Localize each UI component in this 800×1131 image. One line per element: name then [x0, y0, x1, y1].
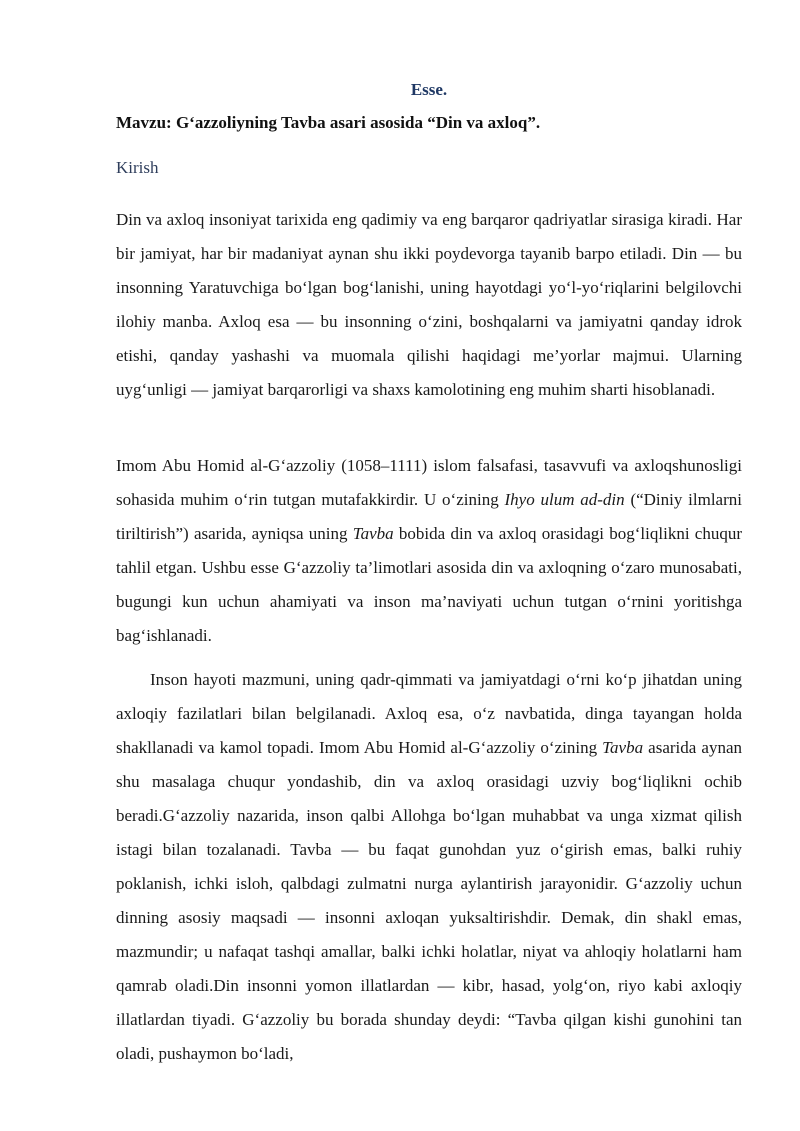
p2-text-c: (“Diniy ilmlarni tiriltirish”) asarida, ayniqsa uning — [116, 490, 742, 543]
paragraph-intro-2 — [116, 449, 742, 653]
p3-text-a: Inson hayoti mazmuni, uning qadr-qimmati va jamiyatdagi o‘rni ko‘p jihatdan uning axloqiy fazilatlari bilan belgilanadi. Axloq esa, o‘z navbatida, dinga tayangan holda shakllanadi va kamol topadi. Imom Abu Homid al-G‘azzoliy o‘zining — [116, 670, 742, 757]
paragraph-body-1 — [116, 663, 742, 1071]
book-title-ihyo: Ihyo ulum ad-din — [504, 490, 625, 509]
p2-text-a: Imom Abu Homid al-G‘azzoliy (1058–1111) islom falsafasi, tasavvufi va axloqshunosligi sohasida muhim o‘rin tutgan mutafakkirdir. U o‘zining — [116, 456, 742, 509]
p2-text-e: bobida din va axloq orasidagi bog‘liqlikni chuqur tahlil etgan. Ushbu esse G‘azzoliy ta’limotlari asosida din va axloqning o‘zaro munosabati, bugungi kun uchun ahamiyati va inson ma’naviyati uchun tutgan o‘rnini yoritishga bag‘ishlanadi. — [116, 524, 743, 645]
paragraph-intro-1: Din va axloq insoniyat tarixida eng qadimiy va eng barqaror qadriyatlar sirasiga kiradi. Har bir jamiyat, har bir madaniyat aynan shu ikki poydevorga tayanib barpo etiladi. Din — bu insonning Yaratuvchiga bo‘lgan bog‘lanishi, uning hayotdagi yo‘l-yo‘riqlarini belgilovchi ilohiy manba. Axloq esa — bu insonning o‘zini, boshqalarni va jamiyatni qanday idrok etishi, qanday yashashi va muomala qilishi haqidagi me’yorlar majmui. Ularning uyg‘unligi — jamiyat barqarorligi va shaxs kamolotining eng muhim sharti hisoblanadi. — [116, 210, 742, 399]
work-title-tavba: Tavba — [602, 738, 644, 757]
document-title: Esse. — [410, 80, 448, 99]
document-subject: Mavzu: G‘azzoliyning Tavba asari asosida “Din va axloq”. — [116, 113, 541, 132]
section-heading: Kirish — [116, 158, 159, 177]
p3-text-c: asarida aynan shu masalaga chuqur yondashib, din va axloq orasidagi uzviy bog‘liqlikni ochib beradi.G‘azzoliy nazarida, inson qalbi Allohga bo‘lgan muhabbat va unga xizmat qilish istagi bilan tozalanadi. Tavba — bu faqat gunohdan yuz o‘girish emas, balki ruhiy poklanish, ichki isloh, qalbdagi zulmatni nurga aylantirish jarayonidir. G‘azzoliy uchun dinning asosiy maqsadi — insonni axloqan yuksaltirishdir. Demak, din shakl emas, mazmundir; u nafaqat tashqi amallar, balki ichki holatlar, niyat va ahloqiy holatlarni ham qamrab oladi.Din insonni yomon illatlardan — kibr, hasad, yolg‘on, riyo kabi axloqiy illatlardan tiyadi. G‘azzoliy bu borada shunday deydi: “Tavba qilgan kishi gunohini tan oladi, pushaymon bo‘ladi, — [116, 738, 742, 1063]
chapter-title-tavba: Tavba — [352, 524, 394, 543]
